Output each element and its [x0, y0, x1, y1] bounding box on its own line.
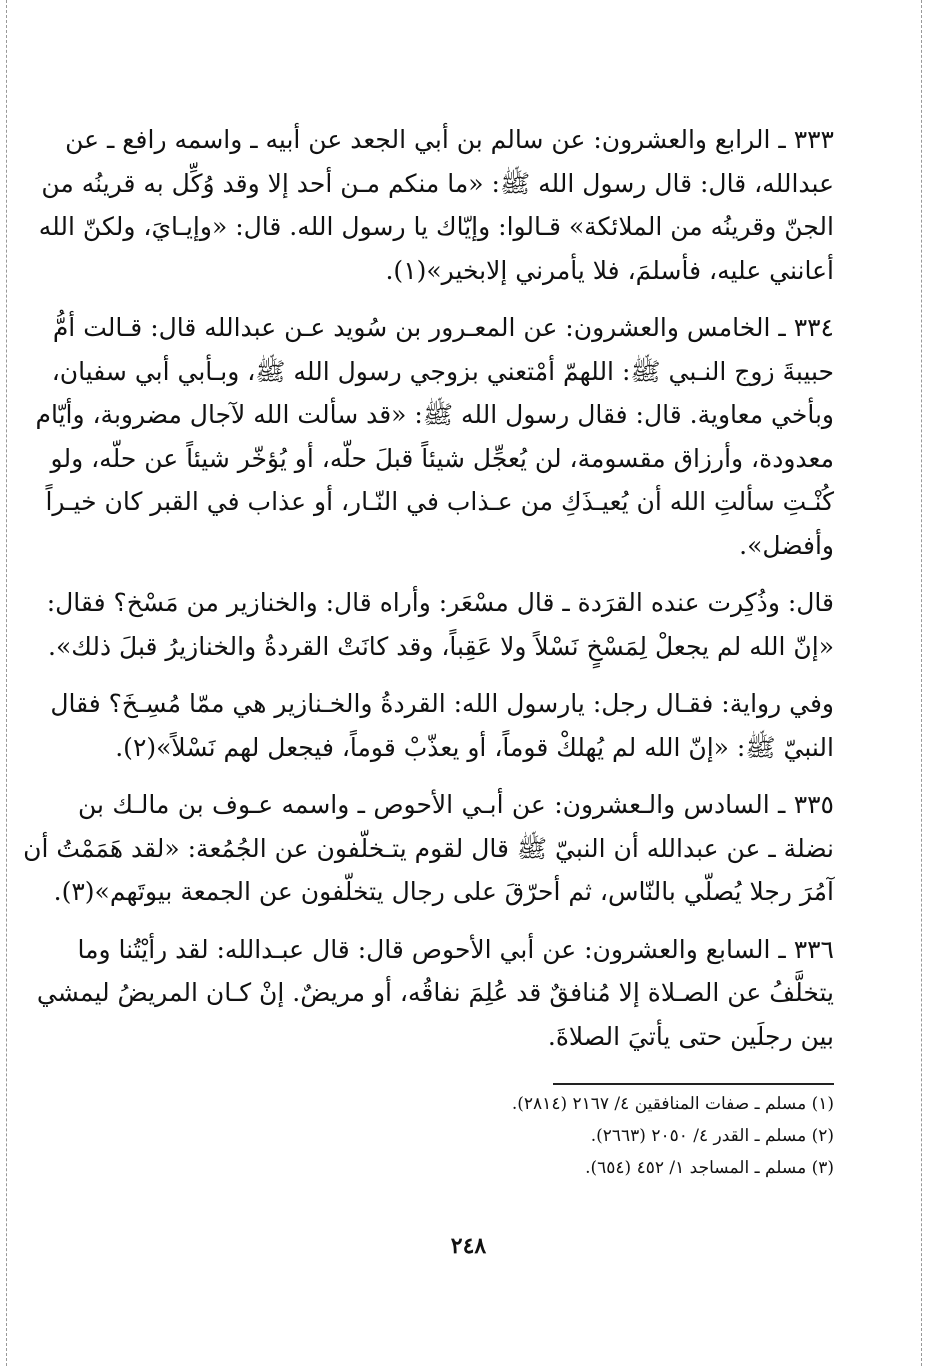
footnote-rule	[553, 1083, 834, 1085]
entry-334-variant	[50, 682, 834, 769]
page-number: ٢٤٨	[450, 1233, 487, 1259]
entry-336	[36, 928, 834, 1059]
entry-334-note	[46, 581, 834, 668]
text-line: ٣٣٤ ـ الخامس والعشرون: عن المعـرور بن سُويد عـن عبدالله قال: قـالت أمُّ	[52, 313, 834, 342]
text-line: ٣٣٦ ـ السابع والعشرون: عن أبي الأحوص قال: قال عبـدالله: لقد رأيْتُنا وما	[77, 934, 834, 964]
text-line: قال: وذُكِرت عنده القرَدة ـ قال مسْعَر: وأراه قال: والخنازير من مَسْخ؟ فقال:	[46, 588, 834, 617]
text-line: «إنّ الله لم يجعلْ لِمَسْخٍ نَسْلاً ولا عَقِباً، وقد كانَتْ القردةُ والخنازيرُ قبلَ ذلك».	[48, 631, 834, 661]
text-line: آمُرَ رجلا يُصلّي بالنّاس، ثم أحرّقَ على رجال يتخلّفون عن الجمعة بيوتَهم»(٣).	[53, 877, 834, 906]
footnotes	[440, 1088, 834, 1184]
text-line: نضلة ـ عن عبدالله أن النبيّ ﷺ قال لقوم يتـخلّفون عن الجُمُعة: «لقد هَمَمْتُ أن	[23, 833, 834, 863]
footnote-3: (٣) مسلم ـ المساجد ١/ ٤٥٢ (٦٥٤).	[585, 1158, 834, 1178]
main-text	[23, 118, 834, 1072]
entry-333	[38, 118, 834, 292]
text-line: ٣٣٥ ـ السادس والـعشرون: عن أبـي الأحوص ـ واسمه عـوف بن مالـك بن	[78, 790, 834, 819]
text-line: حبيبةَ زوج النـبي ﷺ: اللهمّ أمْتعني بزوجي رسول الله ﷺ، وبـأبي أبي سفيان،	[51, 356, 834, 386]
entry-334	[35, 306, 834, 567]
text-line: يتخلَّفُ عن الصـلاة إلا مُنافقٌ قد عُلِمَ نفاقُه، أو مريضٌ. إنْ كـان المريضُ ليمشي	[36, 978, 834, 1007]
text-line: كُنْـتِ سألتِ الله أن يُعيـذَكِ من عـذاب في النّـار، أو عذاب في القبر كان خيـراً	[45, 487, 834, 516]
entry-335	[23, 783, 834, 914]
text-line: بين رجلَين حتى يأتيَ الصلاةَ.	[547, 1021, 834, 1051]
text-line: الجنّ وقرينُه من الملائكة» قـالوا: وإيّاك يا رسول الله. قال: «وإيـايَ، ولكنّ الله	[38, 212, 834, 241]
text-line: معدودة، وأرزاق مقسومة، لن يُعجِّل شيئاً قبلَ حلّه، أو يُؤخّر شيئاً عن حلّه، ولو	[50, 443, 834, 473]
text-line: النبيّ ﷺ: «إنّ الله لم يُهلكْ قوماً، أو يعذّبْ قوماً، فيجعل لهم نَسْلاً»(٢).	[115, 732, 834, 762]
text-line: عبدالله، قال: قال رسول الله ﷺ: «ما منكم مـن أحد إلا وقد وُكِّل به قرينُه من	[41, 168, 834, 198]
text-line: أعانني عليه، فأسلمَ، فلا يأمرني إلابخير»(١).	[385, 255, 834, 285]
footnote-2: (٢) مسلم ـ القدر ٤/ ٢٠٥٠ (٢٦٦٣).	[590, 1126, 834, 1146]
footnote-1: (١) مسلم ـ صفات المنافقين ٤/ ٢١٦٧ (٢٨١٤).	[511, 1094, 834, 1114]
text-line: وبأخي معاوية. قال: فقال رسول الله ﷺ: «قد سألت الله لآجال مضروبة، وأيّام	[35, 400, 834, 429]
text-line: ٣٣٣ ـ الرابع والعشرون: عن سالم بن أبي الجعد عن أبيه ـ واسمه رافع ـ عن	[65, 125, 834, 154]
text-line: وفي رواية: فقـال رجل: يارسول الله: القردةُ والخـنازير هي ممّا مُسِـخَ؟ فقال	[50, 689, 834, 718]
text-line: وأفضل».	[739, 530, 834, 560]
